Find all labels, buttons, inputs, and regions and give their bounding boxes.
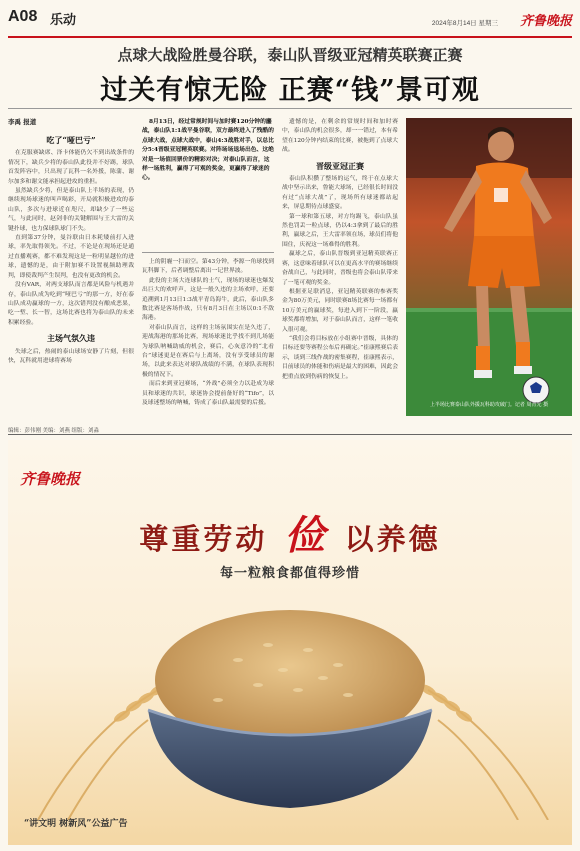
ad-slogan: 每一粒粮食都值得珍惜: [219, 566, 360, 581]
divider: [8, 434, 572, 435]
section-subtitle: 吃了“哑巴亏”: [46, 135, 96, 145]
ad-title-calligraphy: 俭: [284, 512, 328, 559]
paragraph: 上的阴霾一扫而空。第43分钟，李源一角球找到瓦科脚下，后者调整后离出一记世界波。: [142, 259, 274, 275]
paragraph: 遗憾的是，在剩余的常规时间和加时赛中，泰山队的机会很多，却一一错过，本有希望在120分钟内结束的比赛，被拖到了点球大战。: [282, 119, 398, 154]
article-column-1: [8, 130, 134, 366]
ad-newspaper-logo: 齐鲁晚报: [20, 470, 81, 488]
paragraph: 在克服赛缺席、泽卡体能仍欠不到出战条件的情况下，缺兵少将的泰山队此役并不好踢，球队首发阵容中，只出现了瓦科一名外援，陈蒲、谢尔加多和谢文能承担起进攻的重担。: [8, 150, 134, 185]
newspaper-logo: 齐鲁晚报: [519, 14, 572, 29]
lead-text: 8月13日，经过常规时间与加时赛120分钟的鏖战，泰山队1:1战平曼谷联，双方最终进入了残酷的点球大战，点球大战中，泰山4:3战胜对手，以总比分5:4晋级亚冠精英联赛。对阵场场退场出色、这绝对是一场值回票价的精彩对决；对泰山队而言，这样一场胜利，赢得了可观的奖金，更赢得了球迷的心。: [142, 119, 274, 182]
paragraph: 泰山队积攒了整场的运气，终于在点球大战中坚示出来，鲁能大球场，已经很长时间没有过“点球大战”了，现场所有球迷都站起来，屏息期待点球盛宴。: [282, 176, 398, 211]
public-service-ad: [8, 440, 572, 845]
lead-summary: [142, 118, 274, 253]
match-photo: [406, 118, 572, 416]
ad-title-part1: 尊重劳动: [139, 522, 268, 556]
ad-title: [8, 504, 572, 561]
paragraph: 虽然缺兵少将，但是泰山队上半场的表现，仍继续现场球迷的叫声喝彩，开局就积极进攻的泰山队，多次与进球近在咫尺，却缺少了一些运气，与此同时，赵剑非的关键解围与王大雷的关键扑球，也力保球队球门不失。: [8, 188, 134, 232]
article-column-2: [142, 258, 274, 409]
paragraph: 第一球和第五球，对方均踢飞，泰山队虽然也罚丢一粒点球，仍以4:3拿到了最后的胜利，赢球之后，王大雷率领在场，球员们将他围住，庆祝这一场难得的胜利。: [282, 213, 398, 248]
paragraph: 没有VAR，对两支球队而言都是风险与机遇并存，泰山队成为吃到“哑巴亏”的那一方，好在泰山队成功赢球的一方，这次错判没有酿成恶果，吃一堑、长一智，这场比赛也将为泰山队的未来积累经验。: [8, 282, 134, 326]
section-name: 乐动: [50, 13, 77, 28]
page-number: A08: [8, 8, 38, 25]
paragraph: “我们会将目标放在小组赛中晋级，具体的目标还要等赛程公布后再确定。”崔康熙赛后表示，谈到三线作战的密集赛程，崔康熙表示，目前球员的体能和伤病是最大的困难，因此会把重点放到伤病的恢复上。: [282, 335, 399, 380]
paragraph: 此役的主场大连球队的士气，现场的球迷也爆发出巨大的欢呼声，这是一般久违的主场欢呼，还要追溯到1月13日1:3战平青岛海牛，此后，泰山队多数比赛是客场作战，只有8月3日在主场以0:1不敌海港。: [142, 277, 274, 322]
paragraph: 赢球之后，泰山队晋级到亚冠精英联赛正赛，这意味着球队可以在更高水平的赛场继续奋战自己，与此同时，晋级也将会泰山队带来了一笔可观的奖金。: [282, 251, 398, 286]
paragraph: 失球之后，热闹的泰山球场安静了片刻，但很快，瓦科就用进球将赛场: [8, 348, 134, 364]
photo-caption: 上半场比赛泰山队外援瓦科助攻破门。记者 周青先 摄: [429, 402, 549, 408]
football-player-illustration: [406, 118, 572, 416]
article-headline: 过关有惊无险 正赛“钱”景可观: [100, 75, 480, 106]
divider: [8, 108, 572, 109]
paragraph: 对泰山队而言，这样的主场氛围实在是久违了，迎战海港的那场比赛，现场球迷比乎找不到儿场能为球队呐喊助威的机会，赛后，心灰意冷的“北看台”球迷更是在赛后与上离场，没有享受球员的谢场，以此来表达对球队战绩的不满，在球队表现积极的情况下。: [142, 324, 274, 378]
issue-date: 2024年8月14日 星期三: [431, 20, 498, 27]
ad-footer-slogan: “讲文明 树新风”公益广告: [24, 819, 128, 829]
page-header: [8, 6, 572, 38]
rice-bowl-illustration: [8, 590, 572, 820]
byline: 李禹 报道: [8, 118, 37, 126]
section-subtitle: 晋级亚冠正赛: [316, 160, 364, 171]
paragraph: 根据亚足联消息，亚冠精英联赛的参赛奖金为80万美元，同时联赛8场比赛每一场都有10万美元的赢球奖，每进入到下一阶段，赢球奖都将增加，对于泰山队而言，这样一笔收入很可观。: [282, 288, 398, 333]
editor-credits: 编辑：彭伟刚 美编：刘燕 组版：刘淼: [8, 428, 100, 434]
ad-title-part2: 以养德: [344, 522, 441, 556]
paragraph: 直到第37分钟，曼谷联由日本耗矮前打入进球，率先取得领先。不过，不论是在现场还是通过直播观赛，都不难发现这是一粒明显越位的进球，遗憾的是，由于附加赛不设置视频助理裁判，即使裁判产生误判，也没有更改的机会。: [8, 235, 134, 279]
article-column-3: [282, 118, 398, 382]
section-subtitle: 主场气氛久违: [47, 333, 95, 344]
paragraph: 而后来到亚冠赛场，“外战”必须全力以赴成为球员和球迷的共识，球迷协会提前备好的“Tifo”，以及球迷整场的呐喊，铸成了泰山队最需要的后援。: [142, 381, 274, 407]
article-subhead: 点球大战险胜曼谷联，泰山队晋级亚冠精英联赛正赛: [117, 46, 463, 64]
